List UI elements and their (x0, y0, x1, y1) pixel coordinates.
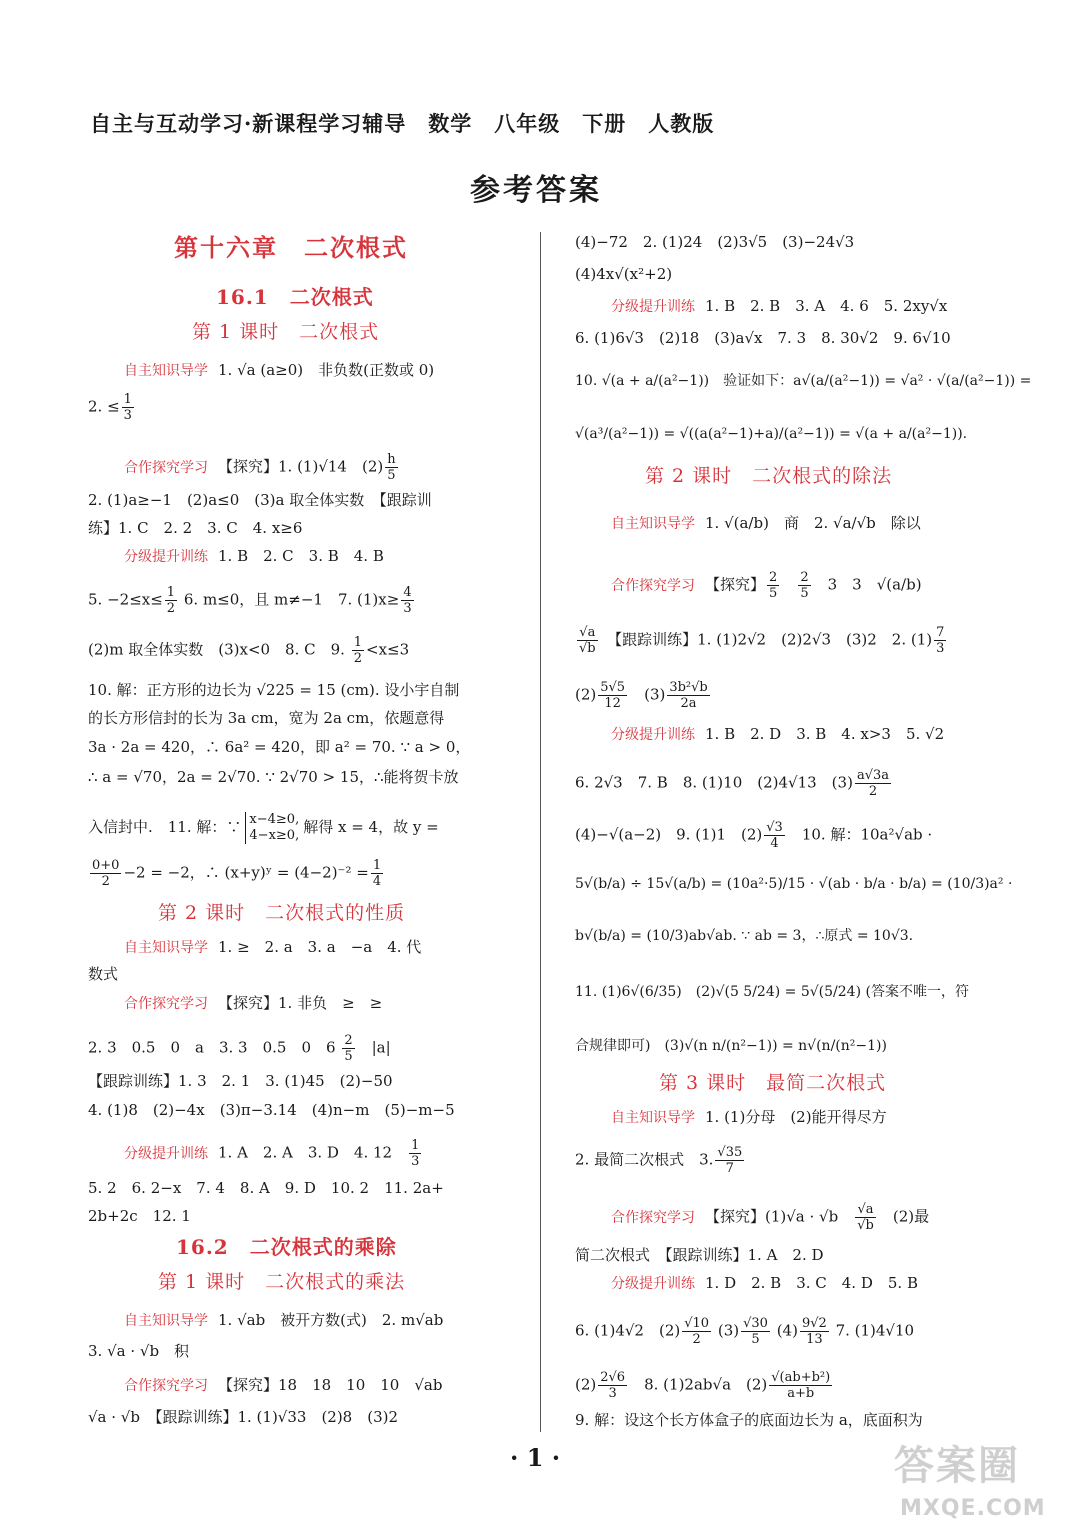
answer-line: 6. 2√3 7. B 8. (1)10 (2)4√13 (3) $\frac{a√3a}{2}$ (575, 768, 889, 799)
lesson-heading: 第 3 课时 最简二次根式 (659, 1072, 887, 1094)
answer-line: (4)−72 2. (1)24 (2)3√5 (3)−24√3 (575, 233, 855, 251)
answer-line: 6. (1)4√2 (2) $\frac{√10}{2}$ (3) $\frac{√30}{5}$ (4) $\frac{9√2}{13}$ 7. (1)4√10 (575, 1316, 915, 1347)
lesson-heading: 第 1 课时 二次根式 (192, 321, 380, 343)
answer-line: 2b+2c 12. 1 (88, 1207, 191, 1225)
answer-line: 分级提升训练 1. A 2. A 3. D 4. 12 $\frac{1}{3}$ (124, 1138, 420, 1169)
section-label: 分级提升训练 (124, 1145, 208, 1162)
answer-line: 分级提升训练 1. D 2. B 3. C 4. D 5. B (611, 1274, 918, 1292)
answer-line: 2. (1)a≥−1 (2)a≤0 (3)a 取全体实数 【跟踪训 (88, 491, 432, 509)
answer-line: (2) $\frac{5√5}{12}$ (3) $\frac{\text{3b²√b}}{2a}$ (575, 680, 708, 711)
answer-line: 10. √(a + a/(a²−1)) 验证如下：a√(a/(a²−1)) = √a² · √(a/(a²−1)) = (575, 373, 1032, 389)
lesson-heading: 第 2 课时 二次根式的性质 (158, 902, 406, 924)
answer-line: $\frac{0+0}{2}$ −2 = −2，∴ (x+y)ʸ = (4−2)⁻² = $\frac{1}{4}$ (92, 858, 382, 889)
answer-line: 2. 最简二次根式 3. $\frac{√35}{7}$ (575, 1145, 743, 1176)
book-header: 自主与互动学习·新课程学习辅导 数学 八年级 下册 人教版 (90, 111, 715, 136)
answer-line: 自主知识导学 1. √a (a≥0) 非负数(正数或 0) (124, 361, 435, 379)
answer-line: 自主知识导学 1. √(a/b) 商 2. √a/√b 除以 (611, 514, 921, 532)
answer-line: 简二次根式 【跟踪训练】1. A 2. D (575, 1246, 824, 1264)
section-label: 自主知识导学 (611, 516, 695, 532)
answer-line: 3. √a · √b 积 (88, 1342, 190, 1360)
answer-line: 6. (1)6√3 (2)18 (3)a√x 7. 3 8. 30√2 9. 6√10 (575, 329, 951, 347)
answer-line: 合作探究学习 【探究】1. (1)√14 (2) $\frac{h}{5}$ (124, 452, 396, 483)
section-heading: 16.2 二次根式的乘除 (176, 1235, 397, 1259)
answer-line: 5. 2 6. 2−x 7. 4 8. A 9. D 10. 2 11. 2a+ (88, 1179, 444, 1197)
answer-line: 分级提升训练 1. B 2. D 3. B 4. x>3 5. √2 (611, 725, 945, 743)
answer-line: 自主知识导学 1. ≥ 2. a 3. a −a 4. 代 (124, 938, 422, 956)
answer-line: (4)−√(a−2) 9. (1)1 (2) $\frac{√3}{4}$ 10. 解：10a²√ab · (575, 820, 933, 851)
section-label: 合作探究学习 (124, 1378, 208, 1394)
answer-line: 分级提升训练 1. B 2. C 3. B 4. B (124, 547, 384, 565)
answer-line: 3a · 2a = 420，∴ 6a² = 420，即 a² = 70. ∵ a > 0， (88, 738, 471, 756)
answer-line: 合作探究学习 【探究】18 18 10 10 √ab (124, 1376, 443, 1394)
answer-line: 【跟踪训练】1. 3 2. 1 3. (1)45 (2)−50 (88, 1072, 393, 1090)
lesson-heading: 第 2 课时 二次根式的除法 (645, 465, 893, 487)
section-label: 分级提升训练 (611, 299, 695, 315)
section-label: 自主知识导学 (124, 940, 208, 956)
section-label: 分级提升训练 (124, 549, 208, 565)
watermark-logo: 答案圈 MXQE.COM (894, 1443, 1046, 1521)
answer-line: 练】1. C 2. 2 3. C 4. x≥6 (88, 519, 303, 537)
answer-line: 数式 (88, 965, 119, 983)
answer-line: 合规律即可) (3)√(n n/(n²−1)) = n√(n/(n²−1)) (575, 1038, 887, 1054)
answer-line: √a · √b 【跟踪训练】1. (1)√33 (2)8 (3)2 (88, 1408, 399, 1426)
page-number: · 1 · (510, 1443, 561, 1472)
answer-line: 4. (1)8 (2)−4x (3)π−3.14 (4)n−m (5)−m−5 (88, 1101, 455, 1119)
lesson-heading: 第 1 课时 二次根式的乘法 (158, 1271, 406, 1293)
answer-line: 合作探究学习 【探究】 $\frac{2}{5}$ $\frac{2}{5}$ 3 3 √(a/b) (611, 570, 922, 601)
answer-line: 2. ≤ $\frac{1}{3}$ (88, 392, 132, 423)
answer-line: 2. 3 0.5 0 a 3. 3 0.5 0 6 $\frac{2}{5}$ |a| (88, 1033, 391, 1064)
section-heading: 16.1 二次根式 (216, 285, 374, 309)
section-label: 自主知识导学 (611, 1110, 695, 1126)
answer-line: 11. (1)6√(6/35) (2)√(5 5/24) = 5√(5/24) (答案不唯一，符 (575, 984, 969, 1000)
answer-line: 合作探究学习 【探究】1. 非负 ≥ ≥ (124, 994, 383, 1012)
section-label: 合作探究学习 (611, 577, 695, 594)
answer-line: (2) $\frac{2√6}{3}$ 8. (1)2ab√a (2) $\frac{\text{√(ab+b²)}}{a+b}$ (575, 1370, 831, 1401)
section-label: 自主知识导学 (124, 1313, 208, 1329)
answer-line: 10. 解：正方形的边长为 √225 = 15 (cm). 设小宇自制 (88, 681, 460, 699)
chapter-heading: 第十六章 二次根式 (174, 233, 408, 262)
answer-line: 入信封中. 11. 解：∵ x−4≥0, 4−x≥0, 解得 x = 4，故 y = (88, 812, 439, 843)
section-label: 合作探究学习 (124, 996, 208, 1012)
answer-line: $\frac{√a}{√b}$ 【跟踪训练】1. (1)2√2 (2)2√3 (3)2 2. (1) $\frac{7}{3}$ (579, 625, 945, 656)
answer-line: (2)m 取全体实数 (3)x<0 8. C 9. $\frac{1}{2}$ <x≤3 (88, 635, 410, 666)
section-label: 自主知识导学 (124, 363, 208, 379)
answer-line: 5√(b/a) ÷ 15√(a/b) = (10a²·5)/15 · √(ab · b/a · b/a) = (10/3)a² · (575, 876, 1013, 892)
answer-line: √(a³/(a²−1)) = √((a(a²−1)+a)/(a²−1)) = √(a + a/(a²−1)). (575, 426, 968, 442)
answer-line: b√(b/a) = (10/3)ab√ab. ∵ ab = 3，∴原式 = 10√3. (575, 928, 914, 944)
answer-line: 自主知识导学 1. (1)分母 (2)能开得尽方 (611, 1108, 887, 1126)
answer-line: 分级提升训练 1. B 2. B 3. A 4. 6 5. 2xy√x (611, 297, 948, 315)
answer-line: 的长方形信封的长为 3a cm，宽为 2a cm，依题意得 (88, 709, 445, 727)
page-title: 参考答案 (470, 173, 602, 208)
answer-line: ∴ a = √70，2a = 2√70. ∵ 2√70 > 15，∴能将贺卡放 (88, 768, 459, 786)
answer-line: 5. −2≤x≤ $\frac{1}{2}$ 6. m≤0，且 m≠−1 7. (1)x≥ $\frac{4}{3}$ (88, 585, 412, 616)
section-label: 分级提升训练 (611, 1276, 695, 1292)
answer-line: 合作探究学习 【探究】(1)√a · √b $\frac{√a}{√b}$ (2)最 (611, 1202, 930, 1233)
answer-line: 9. 解：设这个长方体盒子的底面边长为 a，底面积为 (575, 1411, 923, 1429)
answer-line: 自主知识导学 1. √ab 被开方数(式) 2. m√ab (124, 1311, 444, 1329)
section-label: 分级提升训练 (611, 727, 695, 743)
section-label: 合作探究学习 (124, 459, 208, 476)
column-divider (540, 232, 541, 1432)
answer-line: (4)4x√(x²+2) (575, 265, 673, 283)
section-label: 合作探究学习 (611, 1209, 695, 1226)
